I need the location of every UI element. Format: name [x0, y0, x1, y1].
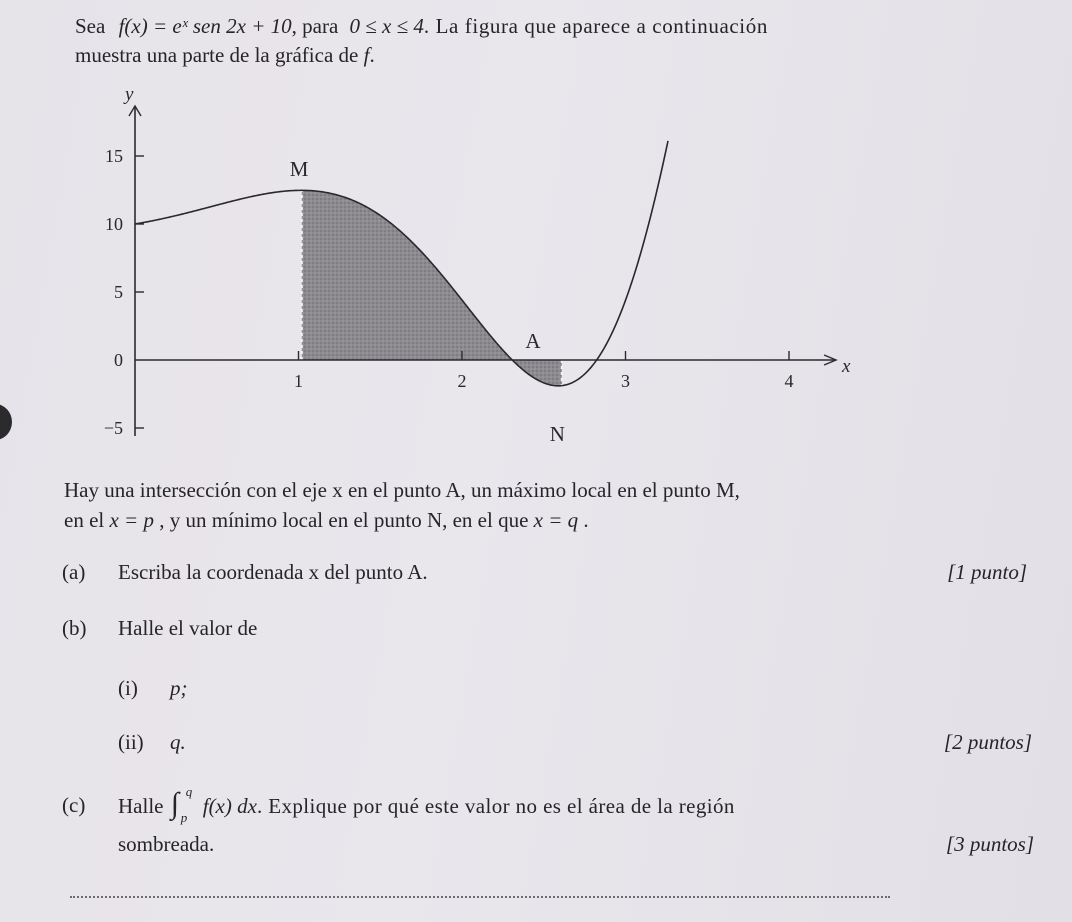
question-b-marks: [2 puntos]	[943, 730, 1032, 754]
integral-sign	[169, 784, 203, 825]
para2-end: .	[583, 508, 589, 532]
x-tick-label: 1	[294, 371, 303, 391]
photo-smudge	[0, 404, 12, 440]
question-c-marks: [3 puntos]	[945, 832, 1034, 856]
question-c-prefix: Halle	[118, 794, 164, 818]
x-axis-label: x	[842, 356, 851, 377]
intro-suffix: . La figura que aparece a continuación	[423, 14, 768, 38]
question-b-text: Halle el valor de	[118, 616, 258, 640]
chart-layer	[104, 86, 851, 438]
intro-line2-text: muestra una parte de la gráfica de	[75, 43, 359, 67]
paragraph-line-2	[64, 508, 589, 533]
integral-upper-limit: q	[185, 784, 193, 799]
point-label-a: A	[525, 329, 541, 353]
question-a-label: (a)	[62, 560, 86, 584]
domain-range: 0 ≤ x ≤ 4	[349, 14, 424, 38]
question-b-i-text: p;	[170, 676, 188, 700]
question-c-rest: . Explique por qué este valor no es el área de la región	[256, 794, 735, 818]
q-definition: x = q	[533, 508, 579, 532]
integral-lower-limit: p	[180, 810, 188, 825]
question-b-i-label: (i)	[118, 676, 138, 700]
function-name: f	[363, 43, 370, 67]
y-tick-label: −5	[103, 418, 123, 438]
domain-text: , para	[291, 14, 339, 38]
intro-line-2	[75, 43, 375, 68]
p-definition: x = p	[109, 508, 154, 532]
para2-prefix: en el	[64, 508, 105, 532]
y-axis-label: y	[125, 86, 134, 105]
answer-dotted-line	[70, 896, 890, 898]
x-tick-label: 4	[784, 371, 794, 391]
y-tick-label: 0	[114, 350, 123, 370]
question-b-ii-label: (ii)	[118, 730, 144, 754]
intro-prefix: Sea	[75, 14, 106, 38]
intro-line-1	[75, 14, 768, 39]
integrand: f(x) dx	[202, 794, 257, 818]
question-a-text: Escriba la coordenada x del punto A.	[118, 560, 428, 584]
para2-middle: , y un mínimo local en el punto N, en el que	[159, 508, 529, 532]
x-tick-label: 3	[621, 371, 630, 391]
function-definition: f(x) = eˣ sen 2x + 10	[118, 14, 292, 38]
question-c-line-1	[118, 784, 735, 825]
function-graph	[80, 86, 870, 466]
question-b-label: (b)	[62, 616, 87, 640]
y-tick-label: 15	[105, 146, 123, 166]
y-tick-label: 5	[114, 282, 123, 302]
point-label-n: N	[549, 422, 565, 447]
integral-symbol-glyph: ∫	[170, 787, 179, 820]
question-b-ii-text: q.	[170, 730, 186, 754]
y-tick-label: 10	[105, 214, 123, 234]
shaded-region	[302, 190, 562, 385]
paragraph-line-1: Hay una intersección con el eje x en el punto A, un máximo local en el punto M,	[64, 478, 740, 502]
question-c-label: (c)	[62, 793, 86, 817]
point-label-m: M	[289, 157, 309, 181]
x-tick-label: 2	[457, 371, 467, 391]
question-c-line-2: sombreada.	[118, 832, 215, 856]
intro-line2-period: .	[369, 43, 375, 67]
question-a-marks: [1 punto]	[947, 560, 1027, 584]
